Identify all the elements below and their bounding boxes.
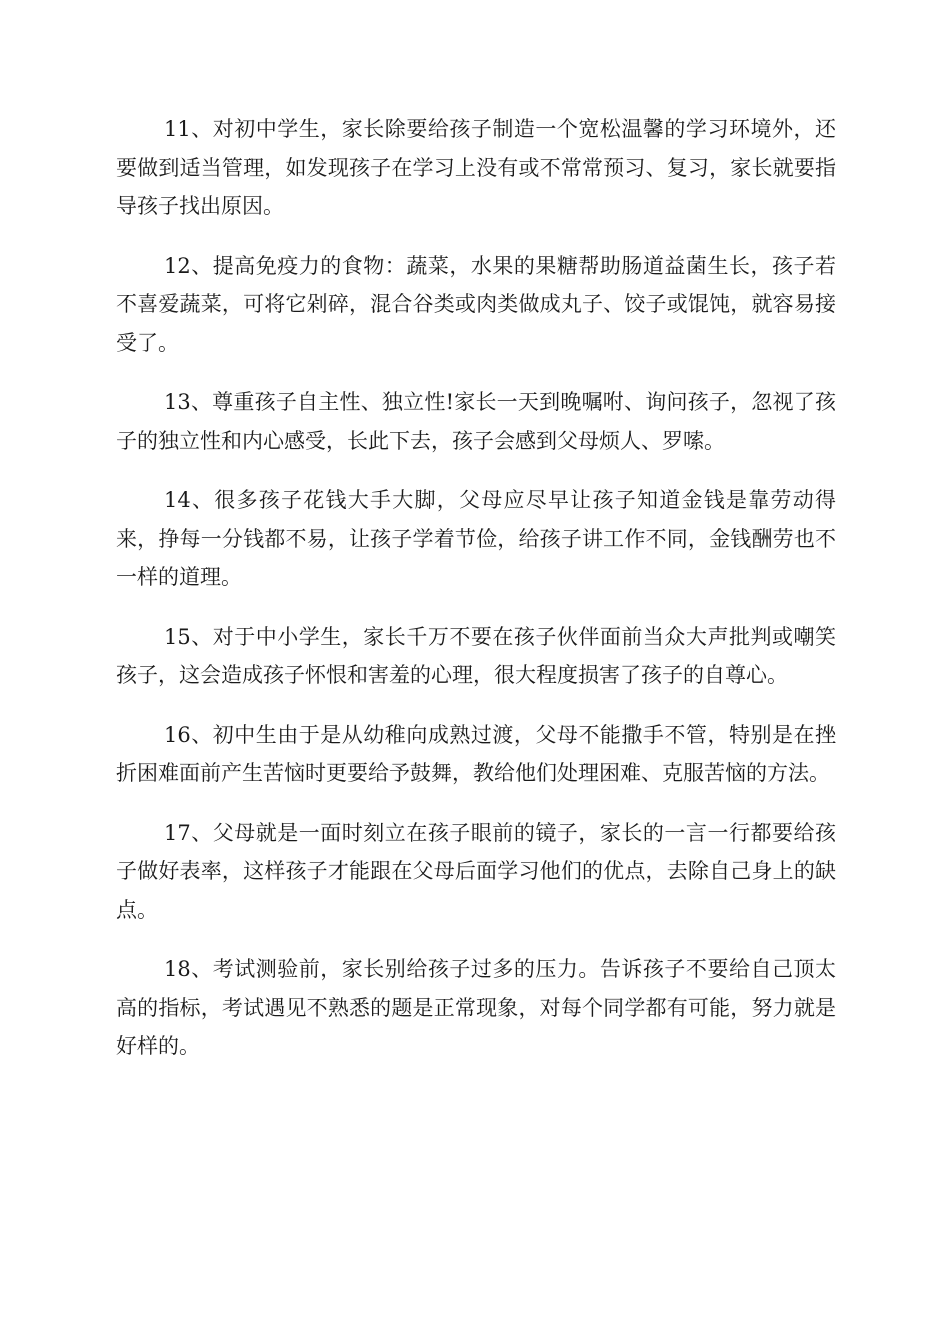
paragraph-15: 15、对于中小学生，家长千万不要在孩子伙伴面前当众大声批判或嘲笑孩子，这会造成孩子怀恨和害羞的心理，很大程度损害了孩子的自尊心。: [116, 624, 836, 687]
document-body: [116, 110, 836, 1087]
paragraph-16: 16、初中生由于是从幼稚向成熟过渡，父母不能撒手不管，特别是在挫折困难面前产生苦恼时更要给予鼓舞，教给他们处理困难、克服苦恼的方法。: [116, 722, 836, 785]
paragraph-14: 14、很多孩子花钱大手大脚，父母应尽早让孩子知道金钱是靠劳动得来，挣每一分钱都不易，让孩子学着节俭，给孩子讲工作不同，金钱酬劳也不一样的道理。: [116, 488, 836, 589]
paragraph-11: 11、对初中学生，家长除要给孩子制造一个宽松温馨的学习环境外，还要做到适当管理，如发现孩子在学习上没有或不常常预习、复习，家长就要指导孩子找出原因。: [116, 117, 836, 218]
paragraph-12: 12、提高免疫力的食物：蔬菜，水果的果糖帮助肠道益菌生长，孩子若不喜爱蔬菜，可将它剁碎，混合谷类或肉类做成丸子、饺子或馄饨，就容易接受了。: [116, 253, 836, 355]
paragraph-18: 18、考试测验前，家长别给孩子过多的压力。告诉孩子不要给自己顶太高的指标，考试遇见不熟悉的题是正常现象，对每个同学都有可能，努力就是好样的。: [116, 957, 836, 1058]
paragraph-17: 17、父母就是一面时刻立在孩子眼前的镜子，家长的一言一行都要给孩子做好表率，这样孩子才能跟在父母后面学习他们的优点，去除自己身上的缺点。: [116, 820, 836, 922]
paragraph-13: 13、尊重孩子自主性、独立性!家长一天到晚嘱咐、询问孩子，忽视了孩子的独立性和内心感受，长此下去，孩子会感到父母烦人、罗嗦。: [116, 390, 836, 453]
